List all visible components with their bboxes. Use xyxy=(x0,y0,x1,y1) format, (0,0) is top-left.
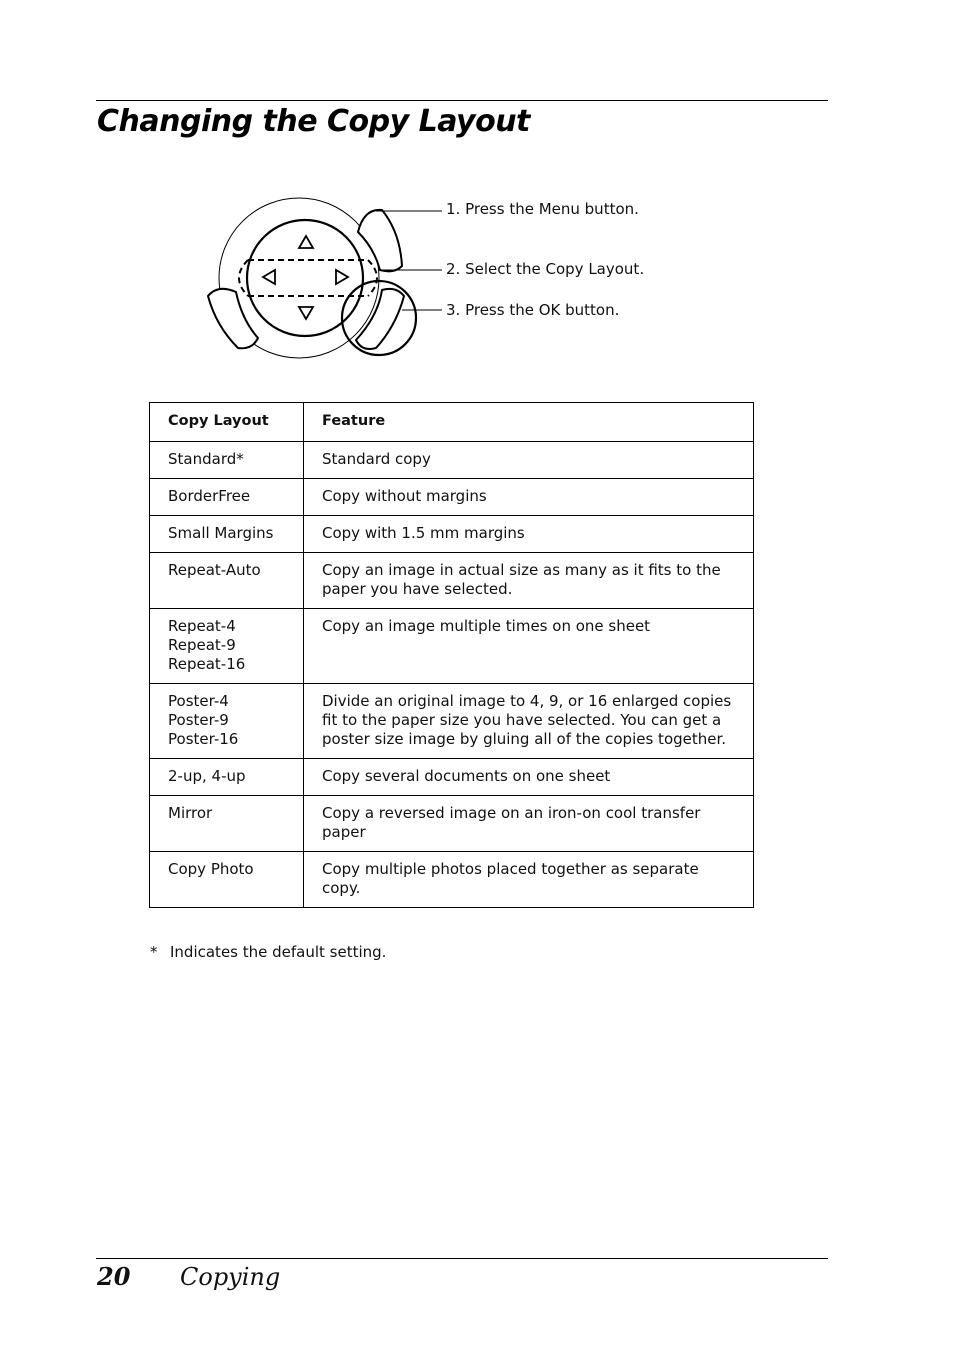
layout-cell: Copy Photo xyxy=(150,852,304,908)
copy-layout-table xyxy=(149,402,754,908)
section-title: Copying xyxy=(180,1263,281,1291)
table-row xyxy=(150,609,754,684)
callout-press-ok: 3. Press the OK button. xyxy=(446,301,620,319)
table-row xyxy=(150,759,754,796)
footnote xyxy=(150,943,386,961)
layout-cell: 2-up, 4-up xyxy=(150,759,304,796)
layout-option: Repeat-16 xyxy=(168,655,246,673)
up-triangle-icon xyxy=(299,236,313,248)
layout-cell: Repeat-Auto xyxy=(150,553,304,609)
feature-cell: Copy an image multiple times on one sheet xyxy=(304,609,754,684)
feature-cell: Copy a reversed image on an iron-on cool transfer paper xyxy=(304,796,754,852)
table-row xyxy=(150,553,754,609)
layout-option: Repeat-4 xyxy=(168,617,236,635)
table-row xyxy=(150,442,754,479)
callout-select-layout: 2. Select the Copy Layout. xyxy=(446,260,645,278)
layout-option: Poster-16 xyxy=(168,730,239,748)
right-triangle-icon xyxy=(336,270,348,284)
layout-cell: Small Margins xyxy=(150,516,304,553)
ok-button-shape xyxy=(356,289,404,349)
feature-cell: Copy an image in actual size as many as it fits to the paper you have selected. xyxy=(304,553,754,609)
layout-option: Repeat-9 xyxy=(168,636,236,654)
feature-cell: Divide an original image to 4, 9, or 16 enlarged copies fit to the paper size you have selected. You can get a poster size image by gluing all of the copies together. xyxy=(304,684,754,759)
feature-cell: Copy without margins xyxy=(304,479,754,516)
feature-cell: Copy with 1.5 mm margins xyxy=(304,516,754,553)
page-number: 20 xyxy=(97,1262,131,1291)
layout-cell: BorderFree xyxy=(150,479,304,516)
layout-cell xyxy=(150,684,304,759)
down-triangle-icon xyxy=(299,307,313,319)
column-header-copy-layout: Copy Layout xyxy=(150,403,304,442)
page-title: Changing the Copy Layout xyxy=(97,104,530,139)
feature-cell: Standard copy xyxy=(304,442,754,479)
column-header-feature: Feature xyxy=(304,403,754,442)
menu-button-shape xyxy=(358,210,402,271)
table-row xyxy=(150,516,754,553)
footnote-marker: * xyxy=(150,943,158,961)
bottom-rule xyxy=(96,1258,828,1259)
callout-press-menu: 1. Press the Menu button. xyxy=(446,200,639,218)
control-panel-diagram xyxy=(200,190,660,370)
layout-cell: Mirror xyxy=(150,796,304,852)
layout-cell xyxy=(150,609,304,684)
left-triangle-icon xyxy=(263,270,275,284)
footnote-text: Indicates the default setting. xyxy=(170,943,387,961)
layout-option: Poster-4 xyxy=(168,692,229,710)
table-row xyxy=(150,852,754,908)
feature-cell: Copy multiple photos placed together as separate copy. xyxy=(304,852,754,908)
table-row xyxy=(150,796,754,852)
feature-cell: Copy several documents on one sheet xyxy=(304,759,754,796)
table-header-row xyxy=(150,403,754,442)
layout-option: Poster-9 xyxy=(168,711,229,729)
table-row xyxy=(150,684,754,759)
table-row xyxy=(150,479,754,516)
layout-cell: Standard* xyxy=(150,442,304,479)
